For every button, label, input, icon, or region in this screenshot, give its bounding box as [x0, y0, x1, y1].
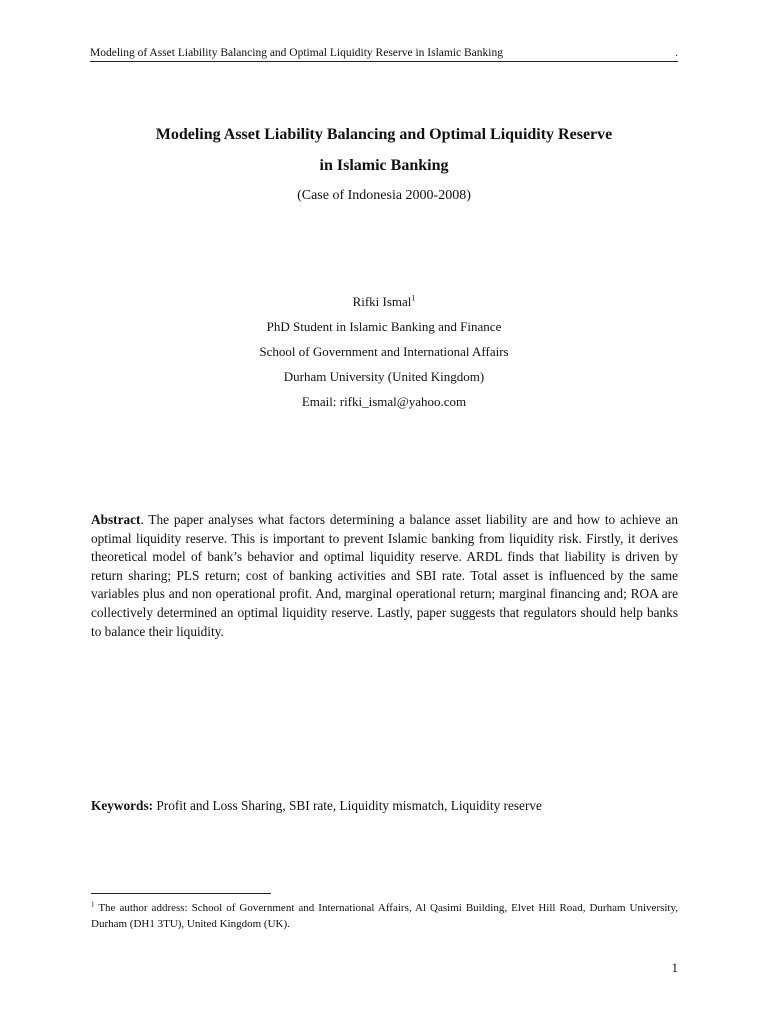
- author-footnote-marker: 1: [411, 293, 416, 303]
- keywords-label: Keywords:: [91, 798, 154, 813]
- footnote-marker: 1: [91, 900, 95, 909]
- paper-title-line-2: in Islamic Banking: [319, 157, 449, 174]
- keywords-text: Profit and Loss Sharing, SBI rate, Liquidity mismatch, Liquidity reserve: [153, 798, 542, 813]
- abstract-text: . The paper analyses what factors determining a balance asset liability are and how to achieve an optimal liquidity reserve. This is important to prevent Islamic banking from liquidity risk. Firstly, it derives theoretical model of bank’s behavior and optimal liquidity reserve. ARDL finds that liability is driven by return sharing; PLS return; cost of banking activities and SBI rate. Total asset is influenced by the same variables plus and non operational profit. And, marginal operational return; marginal financing and; ROA are collectively determined an optimal liquidity reserve. Lastly, paper suggests that regulators should help banks to balance their liquidity.: [91, 512, 678, 639]
- page-number: 1: [671, 960, 678, 975]
- author-name: Rifki Ismal: [352, 294, 412, 309]
- author-affiliation-school: School of Government and International Affairs: [259, 344, 509, 359]
- author-affiliation-university: Durham University (United Kingdom): [283, 369, 485, 384]
- footnote-text: The author address: School of Government and International Affairs, Al Qasimi Building, Elvet Hill Road, Durham University, Durham (DH1 3TU), United Kingdom (UK).: [91, 902, 678, 930]
- running-header-mark: .: [675, 47, 678, 59]
- author-name-line: [90, 294, 678, 310]
- running-header: [90, 46, 678, 62]
- keywords: [91, 797, 678, 815]
- abstract-label: Abstract: [91, 512, 141, 527]
- author-email: Email: rifki_ismal@yahoo.com: [301, 394, 467, 409]
- paper-title-line-1: Modeling Asset Liability Balancing and Optimal Liquidity Reserve: [155, 126, 613, 143]
- paper-subtitle: (Case of Indonesia 2000-2008): [297, 188, 471, 203]
- footnote-divider: [91, 893, 271, 894]
- running-header-title: Modeling of Asset Liability Balancing and Optimal Liquidity Reserve in Islamic Banking: [90, 47, 503, 59]
- author-affiliation-program: PhD Student in Islamic Banking and Finance: [266, 319, 502, 334]
- footnote: [91, 900, 678, 932]
- abstract: [91, 511, 678, 641]
